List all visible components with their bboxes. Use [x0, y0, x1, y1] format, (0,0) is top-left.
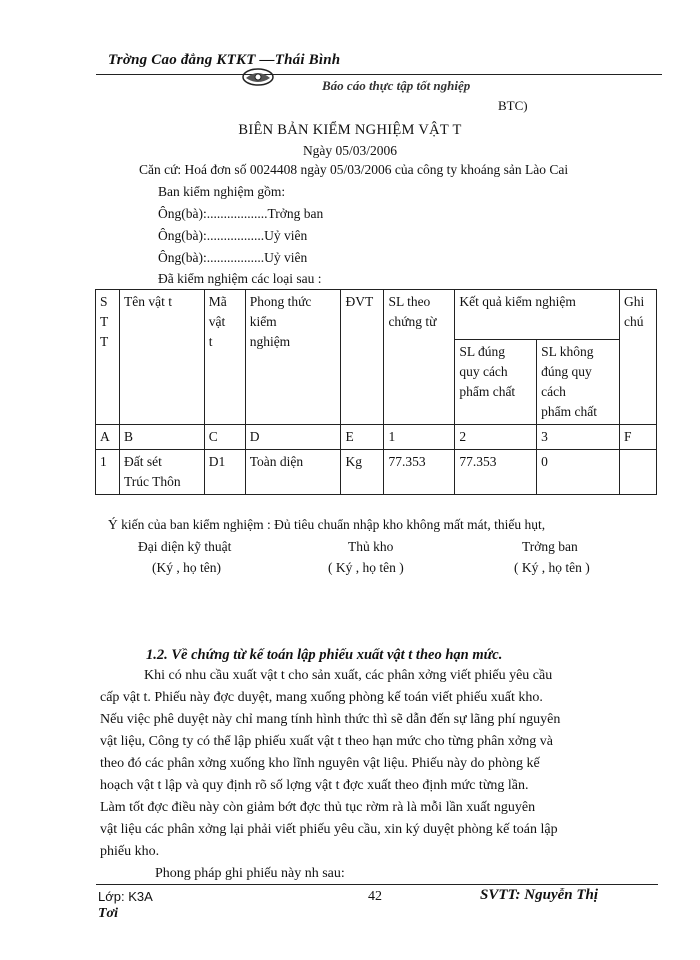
letter-cell: 3 [537, 425, 620, 450]
header-method: Phong thức kiểm nghiệm [245, 290, 341, 425]
header-material-name: Tên vật t [119, 290, 204, 425]
header-stt: S T T [96, 290, 120, 425]
letter-cell: 2 [455, 425, 537, 450]
board-member-3: Ông(bà):.................Uỷ viên [158, 250, 308, 265]
row-note [619, 450, 656, 495]
letter-cell: 1 [384, 425, 455, 450]
paragraph-line: Khi có nhu cầu xuất vật t cho sản xuất, các phân xởng viết phiếu yêu cầu [144, 668, 553, 683]
header-note: Ghi chú [619, 290, 656, 425]
footer-student-name-cont: Tơi [98, 906, 118, 921]
signature-sign-storekeeper: ( Ký , họ tên ) [328, 560, 404, 575]
school-logo-icon [240, 66, 276, 88]
letter-cell: F [619, 425, 656, 450]
footer-class: Lớp: K3A [98, 889, 153, 904]
basis-line: Căn cứ: Hoá đơn số 0024408 ngày 05/03/2006 của công ty khoáng sản Lào Cai [139, 162, 569, 177]
letter-cell: B [119, 425, 204, 450]
document-title: BIÊN BẢN KIỂM NGHIỆM VẬT T [238, 122, 462, 138]
paragraph-line: cấp vật t. Phiếu này đợc duyệt, mang xuống phòng kế toán viết phiếu xuất kho. [100, 690, 543, 705]
paragraph-line: phiếu kho. [100, 844, 160, 859]
board-member-1: Ông(bà):..................Trởng ban [158, 206, 324, 221]
header-material-code: Mã vật t [204, 290, 245, 425]
signature-sign-head: ( Ký , họ tên ) [514, 560, 590, 575]
document-date: Ngày 05/03/2006 [302, 143, 398, 158]
row-qty-doc: 77.353 [384, 450, 455, 495]
checked-items-line: Đã kiểm nghiệm các loại sau : [158, 271, 322, 286]
letter-cell: C [204, 425, 245, 450]
footer-divider [96, 884, 658, 885]
row-material-code: D1 [204, 450, 245, 495]
inspection-table [95, 289, 657, 495]
school-name: Trờng Cao đẳng KTKT —Thái Bình [108, 52, 341, 68]
paragraph-line: vật liệu, Công ty có thể lập phiếu xuất vật t theo hạn mức cho từng phân xởng và [100, 734, 553, 749]
paragraph-line: Phong pháp ghi phiếu này nh sau: [155, 866, 345, 881]
letter-cell: A [96, 425, 120, 450]
signature-title-storekeeper: Thủ kho [348, 539, 394, 554]
header-qty-not-ok: SL không đúng quy cách phẩm chất [537, 340, 620, 425]
header-result: Kết quả kiểm nghiệm [455, 290, 620, 340]
signature-sign-technical: (Ký , họ tên) [152, 560, 221, 575]
table-row [96, 450, 657, 495]
paragraph-line: Làm tốt đợc điều này còn giảm bớt đợc thủ tục rờm rà là mỗi lần xuất nguyên [100, 800, 536, 815]
paragraph-line: theo đó các phân xởng xuống kho lĩnh nguyên vật liệu. Phiếu này do phòng kế [100, 756, 540, 771]
board-member-2: Ông(bà):.................Uỷ viên [158, 228, 308, 243]
header-divider [96, 74, 662, 75]
page-number: 42 [368, 889, 382, 904]
board-intro: Ban kiểm nghiệm gồm: [158, 184, 286, 199]
row-stt: 1 [96, 450, 120, 495]
letter-cell: E [341, 425, 384, 450]
row-material-name: Đất sét Trúc Thôn [119, 450, 204, 495]
header-qty-ok: SL đúng quy cách phẩm chất [455, 340, 537, 425]
header-unit: ĐVT [341, 290, 384, 425]
signature-title-head: Trởng ban [522, 539, 578, 554]
report-type: Báo cáo thực tập tốt nghiệp [322, 78, 471, 93]
letter-cell: D [245, 425, 341, 450]
footer-student: SVTT: Nguyễn Thị [480, 887, 599, 903]
paragraph-line: Nếu việc phê duyệt này chỉ mang tính hình thức thì sẽ dẫn đến sự lãng phí nguyên [100, 712, 561, 727]
signature-title-technical: Đại diện kỹ thuật [138, 539, 232, 554]
paragraph-line: hoạch vật t lập và quy định rõ số lợng vật t đợc xuất theo định mức từng lần. [100, 778, 529, 793]
row-unit: Kg [341, 450, 384, 495]
btc-note: BTC) [498, 98, 528, 113]
row-method: Toàn diện [245, 450, 341, 495]
board-opinion: Ý kiến của ban kiểm nghiệm : Đủ tiêu chuẩn nhập kho không mất mát, thiếu hụt, [108, 517, 546, 532]
row-qty-ok: 77.353 [455, 450, 537, 495]
table-letter-row [96, 425, 657, 450]
table-header-row [96, 290, 657, 340]
paragraph-line: vật liệu các phân xởng lại phải viết phiếu yêu cầu, xin ký duyệt phòng kế toán lập [100, 822, 558, 837]
header-qty-doc: SL theo chứng từ [384, 290, 455, 425]
row-qty-not-ok: 0 [537, 450, 620, 495]
section-heading: 1.2. Về chứng từ kế toán lập phiếu xuất vật t theo hạn mức. [146, 647, 503, 663]
